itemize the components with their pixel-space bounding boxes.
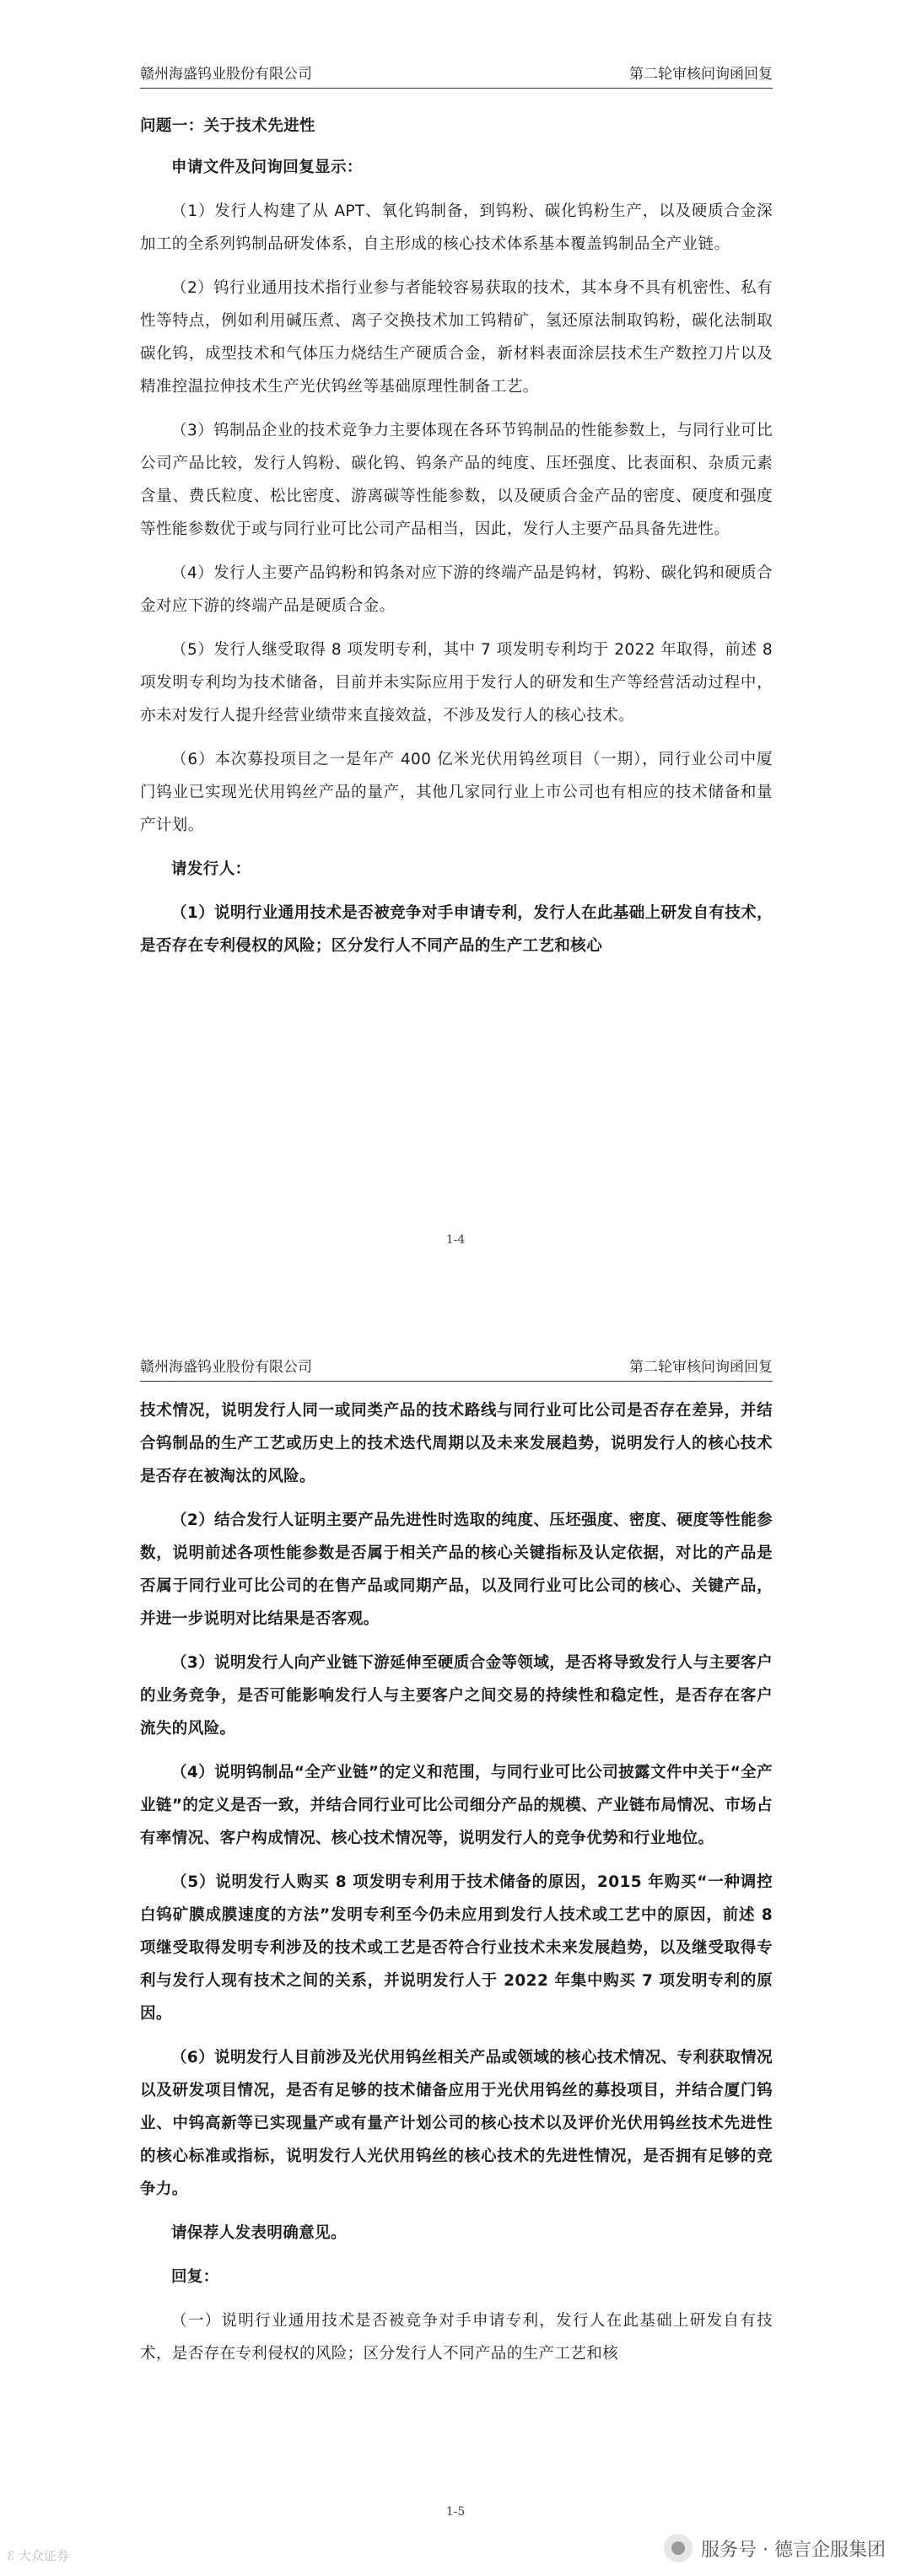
list-item: （1）发行人构建了从 APT、氧化钨制备，到钨粉、碳化钨粉生产，以及硬质合金深加工的全系列钨制品研发体系，自主形成的核心技术体系基本覆盖钨制品全产业链。 — [140, 202, 773, 253]
sponsor-note: 请保荐人发表明确意见。 — [171, 2224, 347, 2242]
request-item: （2）结合发行人证明主要产品先进性时选取的纯度、压坯强度、密度、硬度等性能参数，说明前述各项性能参数是否属于相关产品的核心关键指标及认定依据，对比的产品是否属于同行业可比公司的在售产品或同期产品，以及同行业可比公司的核心、关键产品，并进一步说明对比结果是否客观。 — [140, 1512, 773, 1628]
request-item: 技术情况，说明发行人同一或同类产品的技术路线与同行业可比公司是否存在差异，并结合钨制品的生产工艺或历史上的技术迭代周期以及未来发展趋势，说明发行人的核心技术是否存在被淘汰的风险。 — [140, 1402, 773, 1485]
page-body — [140, 110, 773, 973]
intro-text: 申请文件及问询回复显示： — [171, 159, 363, 176]
list-item: （2）钨行业通用技术指行业参与者能较容易获取的技术，其本身不具有机密性、私有性等特点，例如利用碱压煮、离子交换技术加工钨精矿，氢还原法制取钨粉，碳化法制取碳化钨，成型技术和气体压力烧结生产硬质合金，新材料表面涂层技术生产数控刀片以及精准控温拉伸技术生产光伏钨丝等基础原理性制备工艺。 — [140, 279, 773, 396]
document-page-2 — [0, 1288, 911, 2576]
list-item: （4）发行人主要产品钨粉和钨条对应下游的终端产品是钨材，钨粉、碳化钨和硬质合金对应下游的终端产品是硬质合金。 — [140, 564, 773, 615]
watermark-left: ℰ 大众证券 — [7, 2548, 69, 2563]
header-document-title: 第二轮审核问询函回复 — [629, 66, 773, 83]
request-item: （3）说明发行人向产业链下游延伸至硬质合金等领域，是否将导致发行人与主要客户的业务竞争，是否可能影响发行人与主要客户之间交易的持续性和稳定性，是否存在客户流失的风险。 — [140, 1654, 773, 1738]
page-number: 1-5 — [445, 2505, 466, 2519]
request-item: （5）说明发行人购买 8 项发明专利用于技术储备的原因，2015 年购买“一种调控白钨矿膜成膜速度的方法”发明专利至今仍未应用到发行人技术或工艺中的原因，前述 8 项继受取得发明专利涉及的技术或工艺是否符合行业技术未来发展趋势，以及继受取得专利与发行人现有技术之间的关系，并说明发行人于 2022 年集中购买 7 项发明专利的原因。 — [140, 1873, 773, 2023]
request-item: （4）说明钨制品“全产业链”的定义和范围，与同行业可比公司披露文件中关于“全产业链”的定义是否一致，并结合同行业可比公司细分产品的规模、产业链布局情况、市场占有率情况、客户构成情况、核心技术情况等，说明发行人的竞争优势和行业地位。 — [140, 1764, 773, 1847]
request-intro: 请发行人： — [171, 860, 251, 878]
reply-item: （一）说明行业通用技术是否被竞争对手申请专利，发行人在此基础上研发自有技术，是否存在专利侵权的风险；区分发行人不同产品的生产工艺和核 — [140, 2312, 773, 2363]
header-document-title: 第二轮审核问询函回复 — [629, 1359, 773, 1376]
list-item: （5）发行人继受取得 8 项发明专利，其中 7 项发明专利均于 2022 年取得，前述 8 项发明专利均为技术储备，目前并未实际应用于发行人的研发和生产等经营活动过程中，亦未对发行人提升经营业绩带来直接效益，不涉及发行人的核心技术。 — [140, 641, 773, 725]
page-header — [140, 1354, 773, 1382]
page-body — [140, 1394, 773, 2381]
header-company-name: 赣州海盛钨业股份有限公司 — [140, 1359, 312, 1376]
reply-title: 回复： — [171, 2268, 219, 2286]
page-header — [140, 61, 773, 89]
list-item: （6）本次募投项目之一是年产 400 亿米光伏用钨丝项目（一期），同行业公司中厦门钨业已实现光伏用钨丝产品的量产，其他几家同行业上市公司也有相应的技术储备和量产计划。 — [140, 751, 773, 834]
watermark-right-text: 服务号 · 德言企服集团 — [701, 2539, 886, 2561]
page-number: 1-4 — [445, 1233, 466, 1247]
wechat-service-icon — [664, 2534, 693, 2563]
watermark-right — [664, 2534, 886, 2563]
request-item: （6）说明发行人目前涉及光伏用钨丝相关产品或领域的核心技术情况、专利获取情况以及研发项目情况，是否有足够的技术储备应用于光伏用钨丝的募投项目，并结合厦门钨业、中钨高新等已实现量产或有量产计划公司的核心技术以及评价光伏用钨丝技术先进性的核心标准或指标，说明发行人光伏用钨丝的核心技术的先进性情况，是否拥有足够的竞争力。 — [140, 2049, 773, 2198]
header-company-name: 赣州海盛钨业股份有限公司 — [140, 66, 312, 83]
question-title: 问题一：关于技术先进性 — [140, 117, 315, 135]
list-item: （3）钨制品企业的技术竞争力主要体现在各环节钨制品的性能参数上，与同行业可比公司产品比较，发行人钨粉、碳化钨、钨条产品的纯度、压坯强度、比表面积、杂质元素含量、费氏粒度、松比密度、游离碳等性能参数，以及硬质合金产品的密度、硬度和强度等性能参数优于或与同行业可比公司产品相当，因此，发行人主要产品具备先进性。 — [140, 422, 773, 538]
request-item: （1）说明行业通用技术是否被竞争对手申请专利，发行人在此基础上研发自有技术，是否存在专利侵权的风险；区分发行人不同产品的生产工艺和核心 — [140, 904, 773, 955]
